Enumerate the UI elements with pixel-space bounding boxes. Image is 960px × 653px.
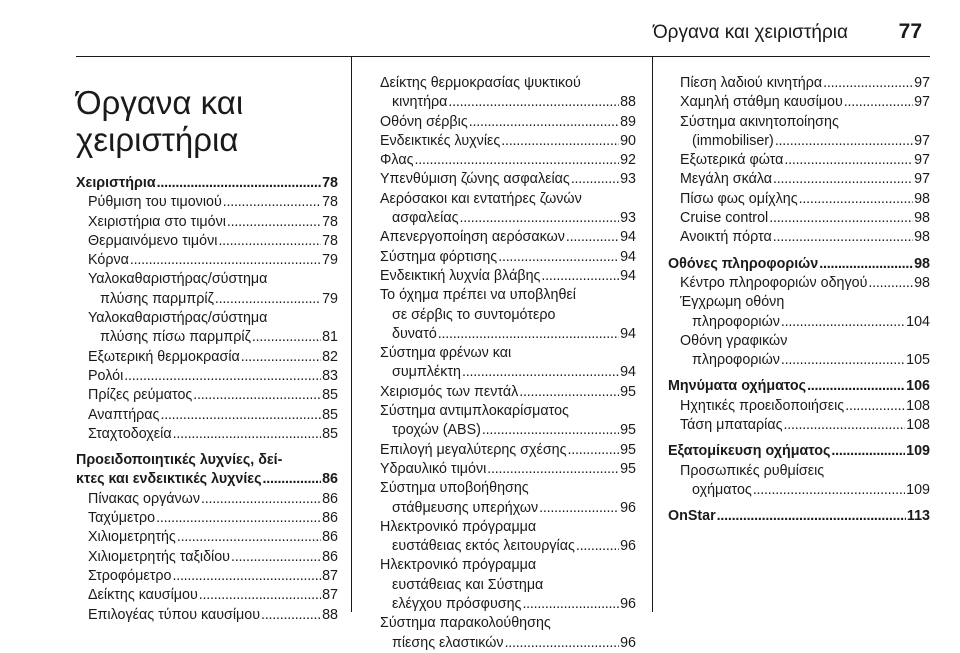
toc-page-number: 88 <box>322 606 338 623</box>
toc-entry-label: Προειδοποιητικές λυχνίες, δεί- <box>76 452 283 469</box>
toc-entry-label: κινητήρα <box>392 94 448 111</box>
toc-entry-label: Αναπτήρας <box>88 406 160 423</box>
toc-entry-label: Οθόνες πληροφοριών <box>668 255 819 272</box>
dot-leader <box>868 274 913 293</box>
toc-section[interactable] <box>668 255 930 274</box>
toc-entry[interactable] <box>76 528 338 547</box>
toc-entry-label: Υδραυλικό τιμόνι <box>380 460 487 477</box>
dot-leader <box>201 490 321 509</box>
dot-leader <box>807 377 905 396</box>
toc-entry-label: Σύστημα υποβοήθησης <box>380 480 529 497</box>
toc-page-number: 78 <box>322 213 338 230</box>
toc-page-number: 98 <box>914 210 930 227</box>
toc-entry-label: Απενεργοποίηση αερόσακων <box>380 229 565 246</box>
toc-entry-label: πλύσης παρμπρίζ <box>100 290 214 307</box>
toc-entry[interactable] <box>668 151 930 170</box>
page-number: 77 <box>898 20 922 43</box>
toc-column-3 <box>668 74 930 527</box>
toc-entry[interactable] <box>76 251 338 270</box>
toc-entry[interactable] <box>76 270 338 309</box>
dot-leader <box>541 267 619 286</box>
dot-leader <box>799 190 913 209</box>
toc-entry[interactable] <box>368 518 636 557</box>
toc-page-number: 97 <box>914 75 930 91</box>
dot-leader <box>819 255 913 274</box>
toc-page-number: 113 <box>906 508 930 525</box>
toc-entry-label: Χιλιομετρητής <box>88 529 176 546</box>
toc-page-number: 95 <box>620 441 636 458</box>
dot-leader <box>252 328 321 347</box>
dot-leader <box>261 606 321 625</box>
toc-entry[interactable] <box>368 170 636 189</box>
toc-entry-label: Πίνακας οργάνων <box>88 490 200 507</box>
toc-entry-label: δυνατό <box>392 325 437 342</box>
toc-entry[interactable] <box>76 367 338 386</box>
toc-page-number: 86 <box>322 548 338 565</box>
section-gap <box>76 444 338 451</box>
toc-page-number: 97 <box>914 171 930 188</box>
toc-entry[interactable] <box>76 425 338 444</box>
toc-entry-label: στάθμευσης υπερήχων <box>392 499 539 516</box>
toc-section[interactable] <box>668 507 930 526</box>
toc-page-number: 87 <box>322 567 338 584</box>
toc-entry-label: Ενδεικτικές λυχνίες <box>380 132 501 149</box>
dot-leader <box>753 481 905 500</box>
toc-page-number: 94 <box>620 229 636 246</box>
toc-entry-label: Επιλογέας τύπου καυσίμου <box>88 606 261 623</box>
dot-leader <box>539 499 619 518</box>
toc-entry-label: σε σέρβις το συντομότερο <box>392 306 556 323</box>
column-divider <box>652 56 653 612</box>
toc-entry-label: Εξατομίκευση οχήματος <box>668 443 831 460</box>
toc-section[interactable] <box>76 451 338 490</box>
toc-page-number: 83 <box>322 367 338 384</box>
toc-page-number: 93 <box>620 210 636 227</box>
toc-entry[interactable] <box>668 170 930 189</box>
toc-entry[interactable] <box>668 397 930 416</box>
dot-leader <box>459 209 619 228</box>
toc-page-number: 96 <box>620 538 636 555</box>
toc-entry-label: Οθόνη γραφικών <box>680 332 788 349</box>
toc-entry[interactable] <box>368 479 636 518</box>
toc-entry-label: Ρύθμιση του τιμονιού <box>88 194 222 211</box>
toc-entry[interactable] <box>368 441 636 460</box>
dot-leader <box>218 232 321 251</box>
toc-page-number: 86 <box>322 510 338 527</box>
dot-leader <box>462 363 619 382</box>
toc-entry[interactable] <box>76 586 338 605</box>
dot-leader <box>177 528 321 547</box>
toc-entry-label: Ρολόι <box>88 367 124 384</box>
toc-entry[interactable] <box>368 556 636 614</box>
toc-entry[interactable] <box>368 344 636 383</box>
toc-entry[interactable] <box>368 614 636 653</box>
section-gap <box>668 248 930 255</box>
toc-entry-label: οχήματος <box>692 481 752 498</box>
toc-page-number: 79 <box>322 252 338 269</box>
toc-entry[interactable] <box>368 402 636 441</box>
toc-entry-label: (immobiliser) <box>692 132 774 149</box>
toc-page-number: 96 <box>620 596 636 613</box>
page-header <box>0 22 960 46</box>
toc-entry[interactable] <box>668 332 930 371</box>
dot-leader <box>773 170 913 189</box>
toc-page-number: 97 <box>914 152 930 169</box>
toc-page-number: 98 <box>914 229 930 246</box>
toc-entry-label: Πρίζες ρεύματος <box>88 387 193 404</box>
toc-column-2 <box>368 74 636 653</box>
dot-leader <box>263 470 322 489</box>
dot-leader <box>781 351 905 370</box>
toc-page-number: 97 <box>914 94 930 111</box>
dot-leader <box>773 228 913 247</box>
toc-entry-label: Πίσω φως ομίχλης <box>680 190 798 207</box>
toc-page-number: 93 <box>620 171 636 188</box>
dot-leader <box>193 386 321 405</box>
dot-leader <box>522 595 619 614</box>
toc-entry[interactable] <box>76 406 338 425</box>
toc-entry-label: ασφαλείας <box>392 210 459 227</box>
toc-page-number: 108 <box>906 417 930 434</box>
toc-entry-label: συμπλέκτη <box>392 364 462 381</box>
dot-leader <box>784 416 906 435</box>
toc-entry-label: Θερμαινόμενο τιμόνι <box>88 232 218 249</box>
toc-entry[interactable] <box>368 151 636 170</box>
toc-entry[interactable] <box>368 248 636 267</box>
toc-entry-label: Χειρισμός των πεντάλ <box>380 383 519 400</box>
toc-entry[interactable] <box>368 383 636 402</box>
dot-leader <box>571 170 619 189</box>
chapter-title: Όργανα και χειριστήρια <box>76 84 244 159</box>
section-gap <box>668 435 930 442</box>
toc-page-number: 85 <box>322 425 338 442</box>
toc-page-number: 109 <box>906 481 930 498</box>
dot-leader <box>415 151 620 170</box>
toc-entry-label: Χαμηλή στάθμη καυσίμου <box>680 94 843 111</box>
dot-leader <box>448 93 619 112</box>
toc-entry[interactable] <box>668 209 930 228</box>
toc-entry-label: πλύσης πίσω παρμπρίζ <box>100 329 251 346</box>
toc-entry-label: Μεγάλη σκάλα <box>680 171 773 188</box>
toc-page-number: 106 <box>906 378 930 395</box>
toc-page-number: 94 <box>620 325 636 342</box>
dot-leader <box>505 634 620 653</box>
toc-entry[interactable] <box>76 386 338 405</box>
toc-entry-label: Σύστημα παρακολούθησης <box>380 615 551 632</box>
toc-page-number: 86 <box>322 529 338 546</box>
dot-leader <box>823 74 913 93</box>
toc-page-number: 95 <box>620 460 636 477</box>
toc-entry[interactable] <box>368 132 636 151</box>
toc-entry[interactable] <box>76 213 338 232</box>
toc-page-number: 97 <box>914 132 930 149</box>
toc-page-number: 96 <box>620 499 636 516</box>
toc-entry[interactable] <box>368 74 636 113</box>
toc-page-number: 78 <box>322 194 338 211</box>
toc-entry[interactable] <box>76 490 338 509</box>
toc-page-number: 108 <box>906 397 930 414</box>
toc-entry-label: Ταχύμετρο <box>88 510 156 527</box>
toc-page-number: 86 <box>322 490 338 507</box>
toc-entry-label: Χιλιομετρητής ταξιδίου <box>88 548 230 565</box>
toc-entry-label: Δείκτης θερμοκρασίας ψυκτικού <box>380 75 581 91</box>
toc-page-number: 87 <box>322 587 338 604</box>
toc-page-number: 105 <box>906 352 930 369</box>
column-divider <box>351 56 352 612</box>
toc-entry[interactable] <box>76 567 338 586</box>
toc-page-number: 86 <box>322 471 338 488</box>
toc-column-1 <box>76 174 338 625</box>
toc-section[interactable] <box>668 377 930 396</box>
toc-page-number: 94 <box>620 364 636 381</box>
toc-entry-label: Σύστημα αντιμπλοκαρίσματος <box>380 403 569 420</box>
section-gap <box>668 370 930 377</box>
toc-entry-label: Φλας <box>380 152 414 169</box>
toc-entry[interactable] <box>76 309 338 348</box>
dot-leader <box>482 421 619 440</box>
toc-entry-label: Το όχημα πρέπει να υποβληθεί <box>380 287 576 304</box>
toc-page-number: 98 <box>914 274 930 291</box>
toc-entry-label: Κέντρο πληροφοριών οδηγού <box>680 274 868 291</box>
toc-page-number: 109 <box>906 443 930 460</box>
toc-entry-label: Δείκτης καυσίμου <box>88 587 198 604</box>
toc-entry[interactable] <box>368 267 636 286</box>
dot-leader <box>781 313 905 332</box>
dot-leader <box>215 290 321 309</box>
toc-entry-label: κτες και ενδεικτικές λυχνίες <box>76 471 262 488</box>
toc-entry-label: Σύστημα ακινητοποίησης <box>680 113 839 130</box>
toc-entry[interactable] <box>668 93 930 112</box>
toc-page-number: 95 <box>620 383 636 400</box>
toc-page-number: 85 <box>322 387 338 404</box>
toc-entry-label: πληροφοριών <box>692 352 780 369</box>
dot-leader <box>157 174 321 193</box>
toc-page-number: 98 <box>914 190 930 207</box>
dot-leader <box>844 93 913 112</box>
toc-entry-label: Τάση μπαταρίας <box>680 417 783 434</box>
toc-entry-label: Ηχητικές προειδοποιήσεις <box>680 397 845 414</box>
toc-page-number: 98 <box>914 255 930 272</box>
dot-leader <box>498 248 619 267</box>
toc-section[interactable] <box>668 442 930 461</box>
dot-leader <box>501 132 619 151</box>
toc-entry-label: Μηνύματα οχήματος <box>668 378 807 395</box>
toc-entry-label: Έγχρωμη οθόνη <box>680 294 785 311</box>
dot-leader <box>568 441 620 460</box>
toc-entry-label: Ανοικτή πόρτα <box>680 229 772 246</box>
toc-page-number: 90 <box>620 132 636 149</box>
dot-leader <box>241 348 321 367</box>
dot-leader <box>469 113 619 132</box>
dot-leader <box>831 442 905 461</box>
toc-entry[interactable] <box>76 232 338 251</box>
toc-entry[interactable] <box>76 348 338 367</box>
toc-entry[interactable] <box>368 460 636 479</box>
toc-page-number: 79 <box>322 290 338 307</box>
toc-page-number: 78 <box>322 232 338 249</box>
toc-entry-label: Ηλεκτρονικό πρόγραμμα <box>380 518 537 535</box>
toc-entry-label: τροχών (ABS) <box>392 422 481 439</box>
dot-leader <box>845 397 905 416</box>
toc-entry-label: Στροφόμετρο <box>88 567 172 584</box>
toc-entry[interactable] <box>368 190 636 229</box>
toc-page-number: 82 <box>322 348 338 365</box>
dot-leader <box>124 367 321 386</box>
toc-entry[interactable] <box>668 416 930 435</box>
toc-entry-label: Προσωπικές ρυθμίσεις <box>680 462 825 479</box>
toc-entry-label: Σύστημα φόρτισης <box>380 248 498 265</box>
dot-leader <box>130 251 321 270</box>
toc-page-number: 94 <box>620 248 636 265</box>
header-rule <box>76 56 930 57</box>
toc-entry-label: ευστάθειας και Σύστημα <box>392 576 544 593</box>
toc-entry-label: πίεσης ελαστικών <box>392 634 504 651</box>
dot-leader <box>487 460 619 479</box>
dot-leader <box>231 548 321 567</box>
toc-entry-label: ευστάθειας εκτός λειτουργίας <box>392 538 575 555</box>
toc-entry[interactable] <box>668 293 930 332</box>
toc-entry[interactable] <box>368 228 636 247</box>
dot-leader <box>173 425 321 444</box>
toc-entry[interactable] <box>76 509 338 528</box>
toc-entry-label: πληροφοριών <box>692 313 780 330</box>
dot-leader <box>717 507 906 526</box>
toc-page-number: 95 <box>620 422 636 439</box>
dot-leader <box>576 537 619 556</box>
dot-leader <box>519 383 619 402</box>
toc-entry-label: Οθόνη σέρβις <box>380 113 468 130</box>
toc-page-number: 78 <box>322 175 338 191</box>
toc-entry-label: Σταχτοδοχεία <box>88 425 172 442</box>
toc-entry[interactable] <box>668 274 930 293</box>
toc-entry[interactable] <box>668 462 930 501</box>
toc-page-number: 89 <box>620 113 636 130</box>
toc-entry-label: Υπενθύμιση ζώνης ασφαλείας <box>380 171 570 188</box>
toc-entry[interactable] <box>76 606 338 625</box>
toc-page-number: 92 <box>620 152 636 169</box>
dot-leader <box>199 586 321 605</box>
toc-page-number: 94 <box>620 267 636 284</box>
toc-entry-label: Χειριστήρια <box>76 175 156 191</box>
toc-entry[interactable] <box>668 228 930 247</box>
toc-entry-label: Cruise control <box>680 210 769 227</box>
toc-entry-label: Εξωτερική θερμοκρασία <box>88 348 240 365</box>
dot-leader <box>172 567 321 586</box>
toc-entry-label: Ηλεκτρονικό πρόγραμμα <box>380 557 537 574</box>
toc-entry-label: Ενδεικτική λυχνία βλάβης <box>380 267 541 284</box>
toc-entry-label: Επιλογή μεγαλύτερης σχέσης <box>380 441 567 458</box>
toc-entry-label: Αερόσακοι και εντατήρες ζωνών <box>380 190 582 207</box>
toc-entry-label: Υαλοκαθαριστήρας/σύστημα <box>88 310 268 327</box>
running-title: Όργανα και χειριστήρια <box>652 22 848 43</box>
toc-page-number: 85 <box>322 406 338 423</box>
toc-entry-label: ελέγχου πρόσφυσης <box>392 596 522 613</box>
dot-leader <box>156 509 321 528</box>
toc-entry[interactable] <box>368 113 636 132</box>
toc-entry[interactable] <box>76 548 338 567</box>
toc-entry-label: Εξωτερικά φώτα <box>680 152 784 169</box>
toc-entry-label: Κόρνα <box>88 252 129 269</box>
dot-leader <box>784 151 913 170</box>
dot-leader <box>438 325 619 344</box>
dot-leader <box>160 406 321 425</box>
dot-leader <box>223 193 321 212</box>
toc-section[interactable] <box>76 174 338 193</box>
toc-entry[interactable] <box>668 113 930 152</box>
toc-page-number: 104 <box>906 313 930 330</box>
toc-entry-label: Πίεση λαδιού κινητήρα <box>680 75 823 91</box>
toc-entry-label: OnStar <box>668 508 716 525</box>
toc-entry-label: Υαλοκαθαριστήρας/σύστημα <box>88 271 268 288</box>
dot-leader <box>227 213 321 232</box>
toc-entry[interactable] <box>668 190 930 209</box>
toc-entry[interactable] <box>76 193 338 212</box>
dot-leader <box>769 209 913 228</box>
toc-entry-label: Χειριστήρια στο τιμόνι <box>88 213 226 230</box>
section-gap <box>668 500 930 507</box>
dot-leader <box>566 228 619 247</box>
dot-leader <box>775 132 913 151</box>
toc-entry[interactable] <box>668 74 930 93</box>
toc-page-number: 81 <box>322 329 338 346</box>
toc-page-number: 96 <box>620 634 636 651</box>
toc-page-number: 88 <box>620 94 636 111</box>
toc-entry-label: Σύστημα φρένων και <box>380 345 512 362</box>
toc-entry[interactable] <box>368 286 636 344</box>
